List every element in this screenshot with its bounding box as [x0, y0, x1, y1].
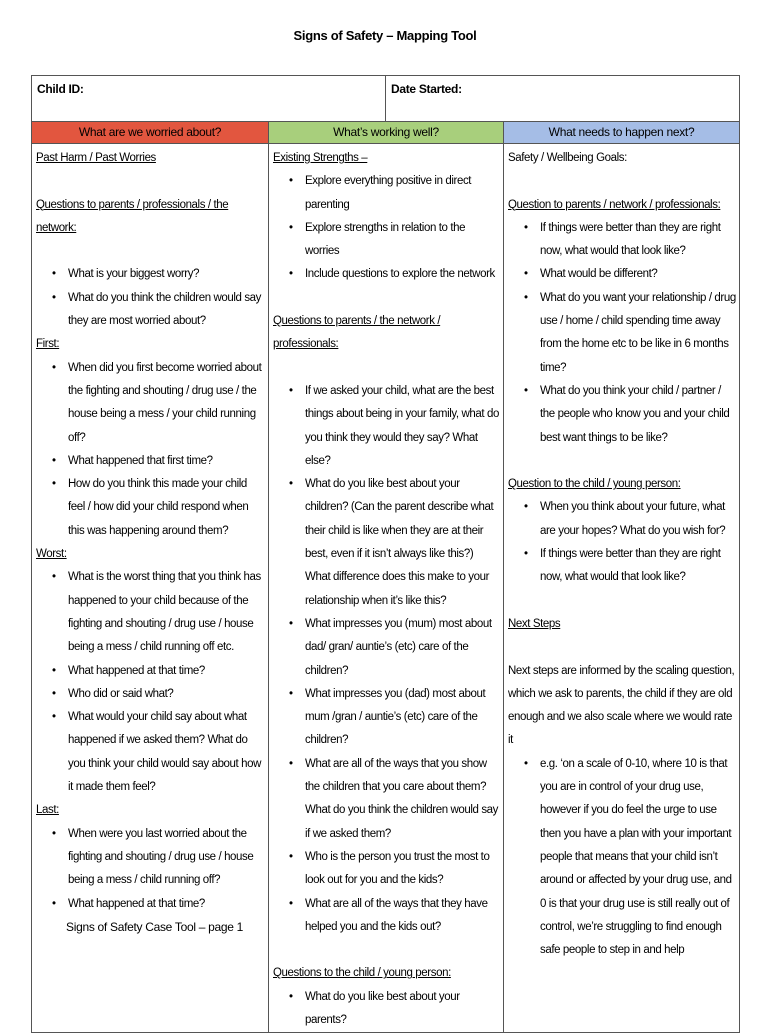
content-row — [32, 144, 740, 1033]
column-headings-row — [32, 122, 740, 144]
list-item: • If things were better than they are right now, what would that look like? — [540, 217, 736, 264]
bullet-list — [508, 217, 736, 450]
spacer — [508, 636, 736, 659]
spacer — [508, 590, 736, 613]
list-item: • What would be different? — [540, 263, 736, 286]
child-id-field[interactable] — [32, 76, 386, 122]
bullet-list — [508, 753, 736, 963]
bullet-list — [36, 357, 265, 543]
paragraph: Safety / Wellbeing Goals: — [508, 152, 627, 164]
list-item: • Include questions to explore the network — [305, 263, 500, 286]
list-item: • What do you think your child / partner / the people who know you and your child best want things to be like? — [540, 380, 736, 450]
worried-heading: What are we worried about? — [32, 122, 269, 144]
list-item: • What impresses you (mum) most about dad/ gran/ auntie’s (etc) care of the children? — [305, 613, 500, 683]
list-item: • What are all of the ways that you show the children that you care about them? What do you think the children would say if we asked them? — [305, 753, 500, 846]
bullet-list — [508, 496, 736, 589]
list-item: • When you think about your future, what are your hopes? What do you wish for? — [540, 496, 736, 543]
paragraph: Next steps are informed by the scaling question, which we ask to parents, the child if they are old enough and we also scale where we would rate it — [508, 664, 735, 747]
date-started-field[interactable] — [386, 76, 740, 122]
id-row — [32, 76, 740, 122]
bullet-list — [36, 566, 265, 799]
list-item: • Who is the person you trust the most to look out for you and the kids? — [305, 846, 500, 893]
spacer — [273, 939, 500, 962]
list-item: • e.g. ‘on a scale of 0-10, where 10 is that you are in control of your drug use, however if you do feel the urge to use then you have a plan with your important people that means that your child isn’t around or affected by your drug use, and 0 is that your drug use is still really out of control, we’re struggling to find enough safe people to step in and help — [540, 753, 736, 963]
spacer — [273, 287, 500, 310]
bullet-list — [273, 170, 500, 286]
list-item: • Who did or said what? — [68, 683, 265, 706]
list-item: • What happened at that time? — [68, 660, 265, 683]
working-well-column — [269, 144, 504, 1033]
bullet-list — [36, 823, 265, 916]
section-heading: Question to the child / young person: — [508, 478, 681, 491]
next-steps-column — [504, 144, 740, 1033]
list-item: • What impresses you (dad) most about mum /gran / auntie’s (etc) care of the children? — [305, 683, 500, 753]
list-item: • If we asked your child, what are the best things about being in your family, what do you think they would they say? What else? — [305, 380, 500, 473]
section-heading: Questions to parents / the network / professionals: — [273, 315, 441, 351]
list-item: • What is the worst thing that you think has happened to your child because of the fighting and shouting / drug use / house being a mess / child running off etc. — [68, 566, 265, 659]
list-item: • What do you want your relationship / drug use / home / child spending time away from the home etc to be like in 6 months time? — [540, 287, 736, 380]
spacer — [36, 240, 265, 263]
list-item: • What would your child say about what happened if we asked them? What do you think your child would say about how it made them feel? — [68, 706, 265, 799]
spacer — [508, 450, 736, 473]
document-title: Signs of Safety – Mapping Tool — [293, 28, 477, 43]
section-heading: Next Steps — [508, 617, 561, 630]
section-heading: Past Harm / Past Worries — [36, 152, 156, 164]
spacer — [508, 170, 736, 193]
list-item: • What are all of the ways that they have helped you and the kids out? — [305, 893, 500, 940]
list-item: • What is your biggest worry? — [68, 263, 265, 286]
section-heading: First: — [36, 338, 60, 351]
page-footer: Signs of Safety Case Tool – page 1 — [66, 920, 244, 934]
list-item: • Explore strengths in relation to the worries — [305, 217, 500, 264]
bullet-list — [273, 986, 500, 1033]
spacer — [273, 357, 500, 380]
mapping-table — [31, 75, 740, 1033]
section-heading: Worst: — [36, 548, 67, 561]
section-heading: Existing Strengths – — [273, 152, 368, 164]
list-item: • When were you last worried about the fighting and shouting / drug use / house being a mess / child running off? — [68, 823, 265, 893]
list-item: • How do you think this made your child feel / how did your child respond when this was happening around them? — [68, 473, 265, 543]
working-well-heading: What’s working well? — [269, 122, 504, 144]
bullet-list — [36, 263, 265, 333]
spacer — [36, 170, 265, 193]
list-item: • What happened that first time? — [68, 450, 265, 473]
list-item: • When did you first become worried about the fighting and shouting / drug use / the house being a mess / your child running off? — [68, 357, 265, 450]
worried-column — [32, 144, 269, 1033]
list-item: • What do you like best about your children? (Can the parent describe what their child is like when they are at their best, even if it isn’t always like this?) What difference does this make to your relationship when it’s like this? — [305, 473, 500, 613]
list-item: • What do you like best about your parents? — [305, 986, 500, 1033]
list-item: • If things were better than they are right now, what would that look like? — [540, 543, 736, 590]
date-started-label: Date Started: — [391, 82, 462, 96]
section-heading: Questions to parents / professionals / the network: — [36, 198, 229, 234]
section-heading: Question to parents / network / professionals: — [508, 198, 721, 211]
list-item: • Explore everything positive in direct parenting — [305, 170, 500, 217]
section-heading: Last: — [36, 804, 59, 817]
next-steps-heading: What needs to happen next? — [504, 122, 740, 144]
section-heading: Questions to the child / young person: — [273, 967, 451, 980]
child-id-label: Child ID: — [37, 82, 84, 96]
list-item: • What happened at that time? — [68, 893, 265, 916]
bullet-list — [273, 380, 500, 939]
list-item: • What do you think the children would say they are most worried about? — [68, 287, 265, 334]
